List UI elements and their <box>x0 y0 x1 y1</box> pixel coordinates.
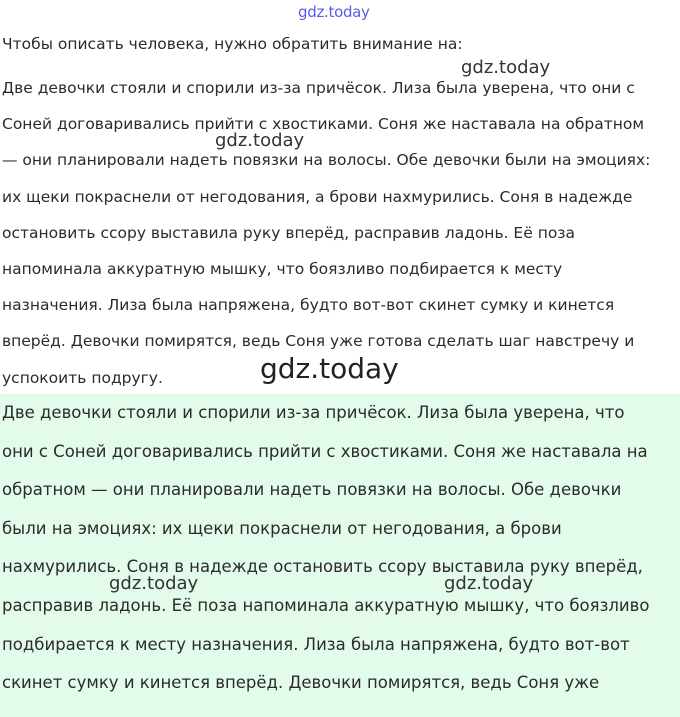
original-text-line: остановить ссору выставила руку вперёд, расправив ладонь. Её поза <box>2 223 576 242</box>
original-text-line: назначения. Лиза была напряжена, будто вот-вот скинет сумку и кинется <box>2 296 615 315</box>
watermark: gdz.today <box>215 130 305 151</box>
original-text-line: их щеки покраснели от негодования, а брови нахмурились. Соня в надежде <box>2 187 633 206</box>
answer-text-line: нахмурились. Соня в надежде остановить ссору выставила руку вперёд, <box>2 557 643 577</box>
watermark: gdz.today <box>461 57 551 78</box>
answer-text-line: обратном — они планировали надеть повязки на волосы. Обе девочки <box>2 480 622 500</box>
answer-block <box>0 394 680 717</box>
answer-text-line: подбирается к месту назначения. Лиза была напряжена, будто вот-вот <box>2 634 630 654</box>
original-text-line: напоминала аккуратную мышку, что боязливо подбирается к месту <box>2 259 563 278</box>
answer-text-line: скинет сумку и кинется вперёд. Девочки помирятся, ведь Соня уже <box>2 673 600 693</box>
answer-text-line: расправив ладонь. Её поза напоминала аккуратную мышку, что боязливо <box>2 595 650 615</box>
original-text-line: Соней договаривались прийти с хвостиками. Соня же наставала на обратном <box>2 115 645 134</box>
watermark-large: gdz.today <box>260 352 399 385</box>
original-text-line: Две девочки стояли и спорили из-за причёсок. Лиза была уверена, что они с <box>2 79 635 97</box>
answer-text-line: были на эмоциях: их щеки покраснели от негодования, а брови <box>2 518 562 538</box>
answer-text <box>0 394 680 703</box>
original-text <box>2 70 678 396</box>
watermark-top: gdz.today <box>298 3 370 21</box>
original-text-line: — они планировали надеть повязки на волосы. Обе девочки были на эмоциях: <box>2 151 651 170</box>
intro-text: Чтобы описать человека, нужно обратить внимание на: <box>2 35 463 53</box>
watermark: gdz.today <box>444 573 534 594</box>
answer-text-line: Две девочки стояли и спорили из-за причёсок. Лиза была уверена, что <box>2 403 625 422</box>
original-text-line: вперёд. Девочки помирятся, ведь Соня уже готова сделать шаг навстречу и <box>2 332 635 351</box>
answer-text-line: они с Соней договаривались прийти с хвостиками. Соня же наставала на <box>2 441 648 461</box>
watermark: gdz.today <box>109 573 199 594</box>
original-text-line: успокоить подругу. <box>2 368 163 387</box>
